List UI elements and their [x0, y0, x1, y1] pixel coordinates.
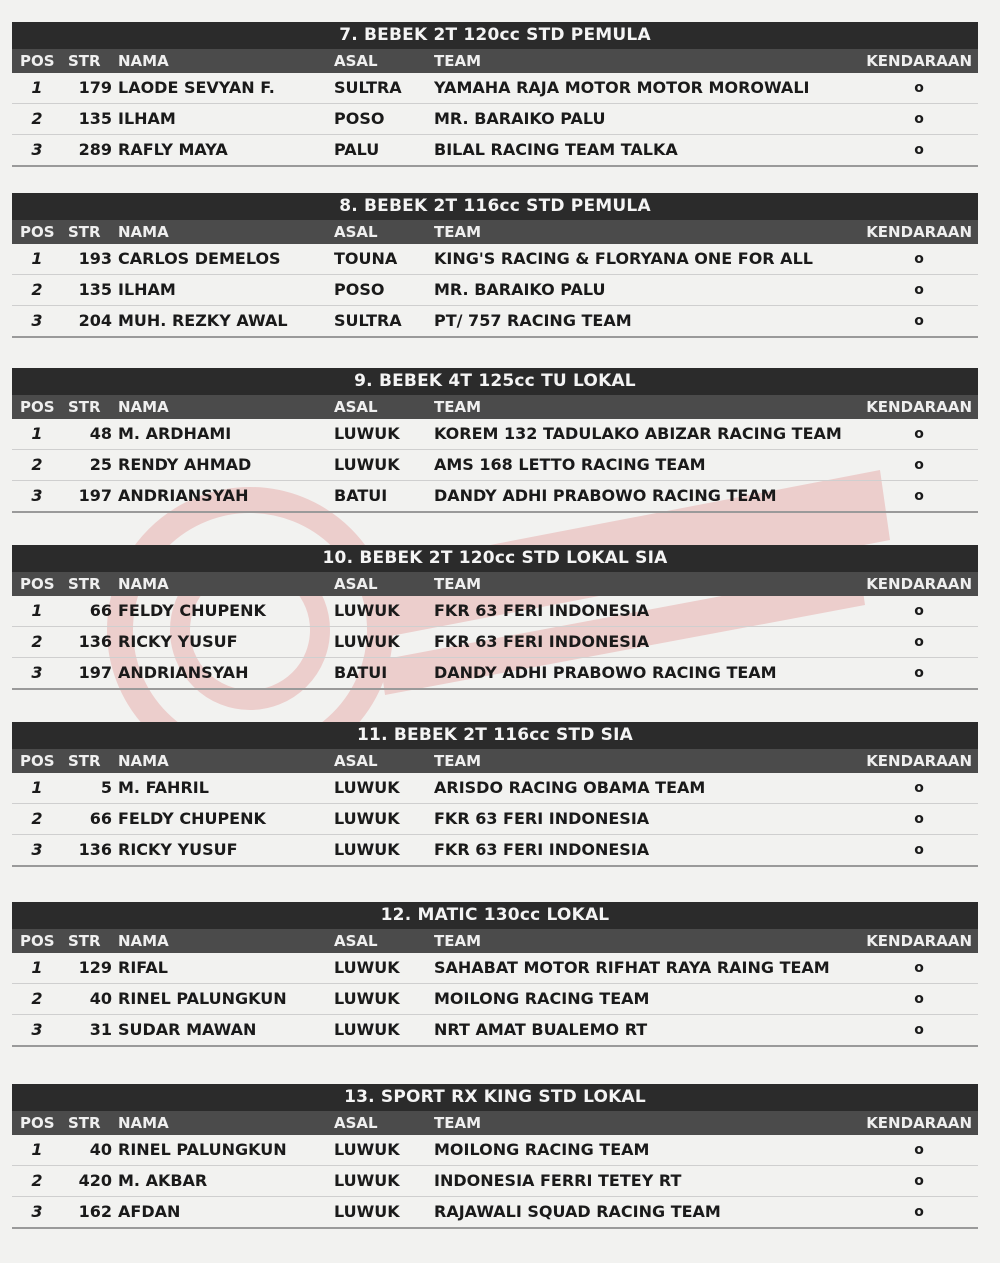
cell-nama: M. AKBAR: [118, 1171, 208, 1190]
cell-asal: LUWUK: [334, 778, 400, 797]
table-row: [12, 835, 978, 867]
table-row: [12, 481, 978, 513]
cell-nama: ILHAM: [118, 109, 176, 128]
cell-kendaraan-marker: o: [914, 282, 924, 298]
cell-pos: 2: [31, 1171, 43, 1190]
cell-nama: RINEL PALUNGKUN: [118, 1140, 287, 1159]
cell-pos: 1: [31, 778, 43, 797]
table-row: [12, 658, 978, 690]
cell-team: KOREM 132 TADULAKO ABIZAR RACING TEAM: [434, 424, 842, 443]
header-str: STR: [68, 575, 101, 593]
table-row: [12, 73, 978, 104]
cell-team: AMS 168 LETTO RACING TEAM: [434, 455, 706, 474]
cell-pos: 2: [31, 455, 43, 474]
cell-str: 197: [78, 663, 112, 682]
cell-kendaraan-marker: o: [914, 457, 924, 473]
cell-team: FKR 63 FERI INDONESIA: [434, 840, 650, 859]
header-kendaraan: KENDARAAN: [866, 52, 972, 70]
class-title: 11. BEBEK 2T 116cc STD SIA: [12, 722, 978, 749]
cell-nama: ANDRIANSYAH: [118, 663, 249, 682]
cell-kendaraan-marker: o: [914, 780, 924, 796]
table-row: [12, 984, 978, 1015]
header-str: STR: [68, 932, 101, 950]
table-header: [12, 49, 978, 73]
cell-pos: 1: [31, 424, 43, 443]
cell-team: DANDY ADHI PRABOWO RACING TEAM: [434, 663, 777, 682]
cell-nama: M. ARDHAMI: [118, 424, 232, 443]
class-title: 7. BEBEK 2T 120cc STD PEMULA: [12, 22, 978, 49]
cell-team: MOILONG RACING TEAM: [434, 1140, 650, 1159]
cell-team: FKR 63 FERI INDONESIA: [434, 632, 650, 651]
table-row: [12, 135, 978, 167]
cell-kendaraan-marker: o: [914, 111, 924, 127]
cell-pos: 1: [31, 601, 43, 620]
table-header: [12, 929, 978, 953]
cell-str: 135: [78, 280, 112, 299]
cell-str: 179: [78, 78, 112, 97]
cell-team: ARISDO RACING OBAMA TEAM: [434, 778, 706, 797]
cell-kendaraan-marker: o: [914, 665, 924, 681]
table-row: [12, 1197, 978, 1229]
race-class-section: [12, 22, 978, 167]
cell-pos: 2: [31, 280, 43, 299]
header-str: STR: [68, 752, 101, 770]
cell-team: MR. BARAIKO PALU: [434, 280, 606, 299]
cell-asal: LUWUK: [334, 424, 400, 443]
cell-str: 66: [89, 809, 112, 828]
header-asal: ASAL: [334, 398, 378, 416]
cell-pos: 1: [31, 249, 43, 268]
header-kendaraan: KENDARAAN: [866, 398, 972, 416]
table-header: [12, 220, 978, 244]
header-kendaraan: KENDARAAN: [866, 223, 972, 241]
cell-nama: RICKY YUSUF: [118, 632, 238, 651]
header-nama: NAMA: [118, 932, 169, 950]
cell-pos: 3: [31, 140, 43, 159]
class-title: 10. BEBEK 2T 120cc STD LOKAL SIA: [12, 545, 978, 572]
header-team: TEAM: [434, 223, 482, 241]
table-row: [12, 306, 978, 338]
header-pos: POS: [20, 752, 55, 770]
cell-team: BILAL RACING TEAM TALKA: [434, 140, 678, 159]
cell-nama: RIFAL: [118, 958, 168, 977]
cell-pos: 3: [31, 311, 43, 330]
header-pos: POS: [20, 575, 55, 593]
table-row: [12, 104, 978, 135]
cell-nama: RICKY YUSUF: [118, 840, 238, 859]
header-nama: NAMA: [118, 752, 169, 770]
cell-nama: MUH. REZKY AWAL: [118, 311, 288, 330]
cell-pos: 1: [31, 78, 43, 97]
cell-kendaraan-marker: o: [914, 842, 924, 858]
header-nama: NAMA: [118, 52, 169, 70]
class-title: 9. BEBEK 4T 125cc TU LOKAL: [12, 368, 978, 395]
header-asal: ASAL: [334, 752, 378, 770]
cell-kendaraan-marker: o: [914, 811, 924, 827]
class-title: 12. MATIC 130cc LOKAL: [12, 902, 978, 929]
cell-str: 204: [78, 311, 112, 330]
cell-kendaraan-marker: o: [914, 313, 924, 329]
cell-kendaraan-marker: o: [914, 1204, 924, 1220]
cell-asal: BATUI: [334, 486, 388, 505]
cell-asal: LUWUK: [334, 958, 400, 977]
cell-str: 129: [78, 958, 112, 977]
cell-asal: LUWUK: [334, 840, 400, 859]
table-row: [12, 596, 978, 627]
cell-str: 197: [78, 486, 112, 505]
table-header: [12, 395, 978, 419]
table-header: [12, 572, 978, 596]
cell-team: FKR 63 FERI INDONESIA: [434, 601, 650, 620]
cell-kendaraan-marker: o: [914, 1142, 924, 1158]
cell-nama: ILHAM: [118, 280, 176, 299]
header-team: TEAM: [434, 932, 482, 950]
header-pos: POS: [20, 1114, 55, 1132]
cell-str: 193: [78, 249, 112, 268]
cell-str: 48: [89, 424, 112, 443]
table-row: [12, 244, 978, 275]
cell-asal: LUWUK: [334, 989, 400, 1008]
cell-kendaraan-marker: o: [914, 251, 924, 267]
cell-kendaraan-marker: o: [914, 991, 924, 1007]
cell-pos: 2: [31, 632, 43, 651]
header-team: TEAM: [434, 1114, 482, 1132]
header-team: TEAM: [434, 52, 482, 70]
cell-asal: LUWUK: [334, 1171, 400, 1190]
cell-asal: LUWUK: [334, 1020, 400, 1039]
table-row: [12, 953, 978, 984]
race-class-section: [12, 545, 978, 690]
header-team: TEAM: [434, 398, 482, 416]
cell-pos: 1: [31, 1140, 43, 1159]
cell-asal: SULTRA: [334, 78, 402, 97]
cell-str: 5: [100, 778, 112, 797]
header-asal: ASAL: [334, 932, 378, 950]
cell-str: 25: [89, 455, 112, 474]
cell-team: FKR 63 FERI INDONESIA: [434, 809, 650, 828]
cell-team: SAHABAT MOTOR RIFHAT RAYA RAING TEAM: [434, 958, 830, 977]
cell-kendaraan-marker: o: [914, 426, 924, 442]
cell-asal: LUWUK: [334, 632, 400, 651]
cell-str: 135: [78, 109, 112, 128]
table-row: [12, 773, 978, 804]
header-pos: POS: [20, 932, 55, 950]
cell-str: 162: [78, 1202, 112, 1221]
cell-pos: 2: [31, 989, 43, 1008]
header-kendaraan: KENDARAAN: [866, 1114, 972, 1132]
cell-team: YAMAHA RAJA MOTOR MOTOR MOROWALI: [434, 78, 810, 97]
cell-kendaraan-marker: o: [914, 142, 924, 158]
cell-asal: SULTRA: [334, 311, 402, 330]
race-class-section: [12, 1084, 978, 1229]
cell-str: 136: [78, 840, 112, 859]
header-asal: ASAL: [334, 1114, 378, 1132]
cell-kendaraan-marker: o: [914, 1022, 924, 1038]
cell-pos: 3: [31, 1202, 43, 1221]
header-nama: NAMA: [118, 223, 169, 241]
cell-str: 66: [89, 601, 112, 620]
cell-kendaraan-marker: o: [914, 1173, 924, 1189]
cell-team: MR. BARAIKO PALU: [434, 109, 606, 128]
cell-team: PT/ 757 RACING TEAM: [434, 311, 632, 330]
cell-pos: 2: [31, 109, 43, 128]
cell-asal: BATUI: [334, 663, 388, 682]
cell-pos: 3: [31, 486, 43, 505]
class-title: 13. SPORT RX KING STD LOKAL: [12, 1084, 978, 1111]
header-nama: NAMA: [118, 398, 169, 416]
cell-kendaraan-marker: o: [914, 634, 924, 650]
race-class-section: [12, 368, 978, 513]
cell-team: MOILONG RACING TEAM: [434, 989, 650, 1008]
table-header: [12, 749, 978, 773]
header-nama: NAMA: [118, 1114, 169, 1132]
table-row: [12, 275, 978, 306]
cell-kendaraan-marker: o: [914, 80, 924, 96]
cell-asal: LUWUK: [334, 1140, 400, 1159]
table-row: [12, 804, 978, 835]
table-row: [12, 1135, 978, 1166]
cell-str: 31: [89, 1020, 112, 1039]
header-pos: POS: [20, 398, 55, 416]
cell-team: DANDY ADHI PRABOWO RACING TEAM: [434, 486, 777, 505]
cell-str: 40: [89, 989, 112, 1008]
header-nama: NAMA: [118, 575, 169, 593]
cell-str: 40: [89, 1140, 112, 1159]
table-row: [12, 450, 978, 481]
class-title: 8. BEBEK 2T 116cc STD PEMULA: [12, 193, 978, 220]
table-row: [12, 419, 978, 450]
cell-nama: LAODE SEVYAN F.: [118, 78, 275, 97]
cell-asal: LUWUK: [334, 601, 400, 620]
cell-nama: CARLOS DEMELOS: [118, 249, 281, 268]
cell-asal: LUWUK: [334, 809, 400, 828]
cell-team: KING'S RACING & FLORYANA ONE FOR ALL: [434, 249, 813, 268]
header-kendaraan: KENDARAAN: [866, 575, 972, 593]
table-row: [12, 627, 978, 658]
header-team: TEAM: [434, 575, 482, 593]
header-str: STR: [68, 398, 101, 416]
cell-kendaraan-marker: o: [914, 960, 924, 976]
header-kendaraan: KENDARAAN: [866, 932, 972, 950]
race-class-section: [12, 902, 978, 1047]
cell-str: 136: [78, 632, 112, 651]
cell-kendaraan-marker: o: [914, 488, 924, 504]
cell-asal: LUWUK: [334, 1202, 400, 1221]
cell-asal: LUWUK: [334, 455, 400, 474]
race-class-section: [12, 722, 978, 867]
cell-nama: RAFLY MAYA: [118, 140, 228, 159]
race-class-section: [12, 193, 978, 338]
cell-nama: RENDY AHMAD: [118, 455, 252, 474]
cell-str: 420: [78, 1171, 112, 1190]
table-header: [12, 1111, 978, 1135]
cell-nama: ANDRIANSYAH: [118, 486, 249, 505]
cell-pos: 1: [31, 958, 43, 977]
header-str: STR: [68, 52, 101, 70]
header-asal: ASAL: [334, 223, 378, 241]
cell-team: NRT AMAT BUALEMO RT: [434, 1020, 648, 1039]
cell-str: 289: [78, 140, 112, 159]
cell-team: RAJAWALI SQUAD RACING TEAM: [434, 1202, 721, 1221]
cell-nama: FELDY CHUPENK: [118, 601, 266, 620]
cell-team: INDONESIA FERRI TETEY RT: [434, 1171, 682, 1190]
cell-kendaraan-marker: o: [914, 603, 924, 619]
table-row: [12, 1015, 978, 1047]
cell-pos: 2: [31, 809, 43, 828]
cell-pos: 3: [31, 840, 43, 859]
cell-asal: POSO: [334, 109, 385, 128]
cell-asal: TOUNA: [334, 249, 398, 268]
cell-nama: AFDAN: [118, 1202, 181, 1221]
cell-nama: M. FAHRIL: [118, 778, 209, 797]
cell-nama: RINEL PALUNGKUN: [118, 989, 287, 1008]
header-str: STR: [68, 1114, 101, 1132]
header-pos: POS: [20, 52, 55, 70]
header-asal: ASAL: [334, 575, 378, 593]
cell-pos: 3: [31, 663, 43, 682]
table-row: [12, 1166, 978, 1197]
cell-asal: POSO: [334, 280, 385, 299]
header-pos: POS: [20, 223, 55, 241]
cell-asal: PALU: [334, 140, 380, 159]
header-kendaraan: KENDARAAN: [866, 752, 972, 770]
header-team: TEAM: [434, 752, 482, 770]
cell-nama: SUDAR MAWAN: [118, 1020, 257, 1039]
header-str: STR: [68, 223, 101, 241]
cell-nama: FELDY CHUPENK: [118, 809, 266, 828]
cell-pos: 3: [31, 1020, 43, 1039]
header-asal: ASAL: [334, 52, 378, 70]
